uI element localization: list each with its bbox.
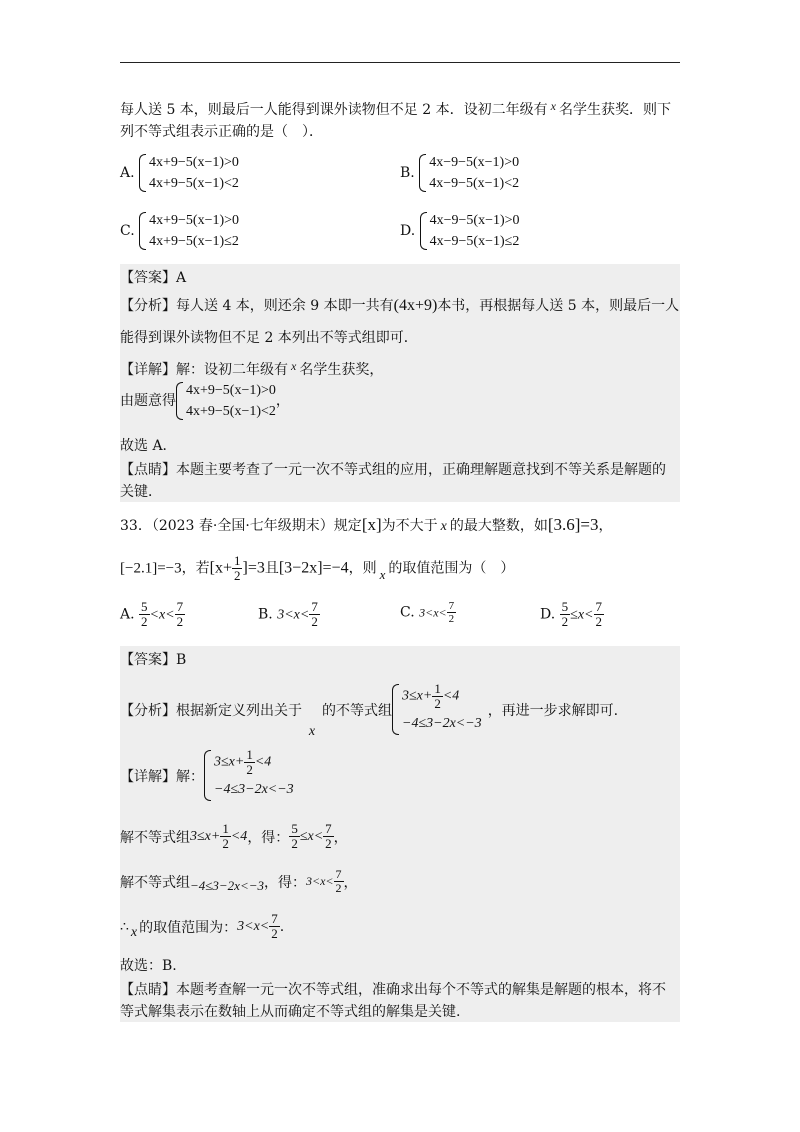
q33-stem-line2: [120, 554, 514, 583]
q33-source: （2023 春·全国·七年级期末）规定: [151, 518, 362, 534]
q32-option-a-label: A.: [120, 165, 135, 181]
q32-option-a-row2: 4x+9−5(x−1)<2: [149, 176, 239, 191]
q32-option-a[interactable]: [120, 152, 239, 194]
q33-range-text: 的取值范围为（ ）: [388, 560, 515, 577]
q33-analysis-row2: −4≤3−2x<−3: [402, 716, 482, 731]
q33-therefore-res: 3<x<: [237, 918, 270, 934]
q33-def-c: 的最大整数，如: [449, 518, 548, 534]
q33-then-text: ，则: [348, 560, 377, 577]
q33-solve1-ineq-left: 3≤x+: [190, 828, 221, 844]
q33-analysis-row1: [402, 682, 482, 711]
q33-num: 33．: [120, 518, 152, 534]
q32-option-d-label: D.: [400, 223, 416, 239]
q33-def-b: 为不大于: [381, 518, 438, 534]
q32-analysis-line2: 能得到课外读物但不足 2 本列出不等式组即可．: [120, 330, 418, 346]
q33-option-d-lnum: 5: [561, 599, 569, 614]
q32-option-c-system: [139, 210, 239, 252]
q33-comment-line1: 【点睛】本题考查解一元一次不等式组，准确求出每个不等式的解集是解题的根本，将不: [120, 982, 666, 998]
q33-therefore-den: 2: [271, 926, 278, 941]
q33-analysis-row1-num: 1: [434, 681, 441, 696]
q32-comment-line1: 【点睛】本题主要考查了一元一次不等式组的应用，正确理解题意找到不等关系是解题的: [120, 462, 666, 478]
q32-option-c-row2: 4x+9−5(x−1)≤2: [149, 234, 239, 249]
q33-option-d-rden: 2: [595, 614, 602, 629]
q32-stem-var: x: [550, 99, 556, 113]
q32-detail-var: x: [291, 359, 297, 373]
q33-option-b-label: B.: [258, 606, 273, 623]
q32-solution-panel: [120, 264, 680, 502]
q32-comment-line2: 关键．: [120, 484, 162, 500]
q33-solve2-den: 2: [335, 881, 342, 895]
q33-detail-row2: −4≤3−2x<−3: [214, 782, 294, 797]
q32-option-b-system: [419, 152, 519, 194]
q33-option-d-rfrac: [594, 600, 605, 629]
q32-answer: 【答案】A: [120, 270, 187, 286]
q33-solve2-num: 7: [335, 867, 342, 881]
q33-option-b-rnum: 7: [311, 599, 318, 614]
q33-solve1-mid: ≤x<: [299, 828, 324, 844]
q33-option-c-label: C.: [400, 604, 415, 621]
q33-option-c-rnum: 7: [448, 600, 455, 612]
q33-option-d-lden: 2: [561, 614, 569, 629]
q32-option-c-row1: 4x+9−5(x−1)>0: [149, 213, 240, 228]
q33-solve1-a: 解不等式组: [120, 829, 190, 846]
q33-solve1-b: ，得：: [247, 829, 290, 846]
q33-solve1-rnum: 7: [325, 821, 332, 836]
q33-option-a-rfrac: [175, 600, 186, 629]
q32-analysis-a: 【分析】每人送 4 本，则还余 9 本即一共有: [120, 298, 394, 314]
q33-analysis-system: [392, 682, 482, 737]
q32-option-a-row1: 4x+9−5(x−1)>0: [149, 155, 239, 170]
q32-option-d[interactable]: [400, 210, 520, 252]
q33-option-a-lnum: 5: [141, 599, 148, 614]
q33-analysis-a: 【分析】根据新定义列出关于: [120, 702, 302, 719]
q33-solve2-b: ，得：: [264, 874, 306, 891]
q33-detail-row1: [214, 748, 294, 777]
q33-option-a-mid: <x<: [149, 607, 175, 623]
q33-solve1-lden: 2: [291, 836, 298, 851]
q32-option-d-row1: 4x−9−5(x−1)>0: [429, 213, 520, 228]
q33-solve1-ineq-num: 1: [222, 821, 229, 836]
q33-option-c-rfrac: [447, 600, 457, 625]
q33-analysis-row1-den: 2: [434, 696, 441, 711]
q33-therefore-b: 的取值范围为：: [139, 919, 238, 936]
q33-analysis-var: x: [308, 723, 316, 739]
q33-analysis-row1-left: 3≤x+: [402, 688, 433, 704]
q33-solve2-ineq: −4≤3−2x<−3: [190, 877, 264, 893]
q33-option-c-rden: 2: [448, 613, 455, 625]
q33-solve1-rden: 2: [325, 836, 332, 851]
q33-therefore-tail: .: [279, 918, 285, 935]
q33-option-c[interactable]: [400, 600, 456, 625]
q33-option-b-rfrac: [309, 600, 320, 629]
q33-solve1-lnum: 5: [291, 821, 298, 836]
q32-stem-line1-end: 名学生获奖．则下: [558, 102, 671, 118]
q33-detail-row1-frac: [244, 748, 255, 777]
q33-option-d-mid: ≤x<: [570, 607, 594, 623]
q33-analysis-c: ，再进一步求解即可.: [487, 702, 619, 719]
q33-choose: 故选：B.: [120, 958, 177, 974]
q33-if-text: ，若: [181, 560, 210, 577]
q33-option-a-lden: 2: [141, 614, 148, 629]
q33-def-floor: [x]: [361, 515, 382, 534]
q32-option-c[interactable]: [120, 210, 239, 252]
q33-option-a-rnum: 7: [176, 599, 184, 614]
q32-option-d-system: [420, 210, 520, 252]
q33-then-var: x: [379, 566, 386, 582]
q33-stem-line1: [120, 514, 613, 538]
q33-option-d[interactable]: [540, 600, 604, 629]
q33-solution-panel: [120, 646, 680, 1022]
q33-detail-row1-left: 3≤x+: [214, 754, 245, 770]
q33-option-c-left: 3<x<: [419, 605, 447, 620]
q32-derive: 由题意得: [120, 393, 176, 409]
q32-derive-row2: 4x+9−5(x−1)<2: [186, 404, 276, 419]
q33-option-b-left: 3<x<: [277, 607, 310, 623]
q32-option-a-system: [139, 152, 239, 194]
q33-therefore-var: x: [130, 924, 138, 940]
q33-option-d-label: D.: [540, 606, 556, 623]
q33-analysis-row1-right: <4: [442, 688, 460, 704]
q33-option-d-rnum: 7: [595, 599, 602, 614]
q33-option-d-lfrac: [560, 600, 571, 629]
q32-stem-line1: 每人送 5 本，则最后一人能得到课外读物但不足 2 本．设初二年级有: [120, 102, 548, 118]
q32-analysis-b: 本书，再根据每人送 5 本，则最后一人: [437, 298, 680, 314]
q32-stem-line2: 列不等式组表示正确的是（ ）．: [120, 124, 323, 140]
q33-detail: 【详解】解：: [120, 768, 204, 785]
q33-and-text: 且: [264, 560, 279, 577]
q33-cond1-half-den: 2: [233, 568, 241, 583]
q33-option-b-rden: 2: [311, 614, 318, 629]
q33-solve2-tail: ，: [343, 874, 358, 891]
q33-option-a-rden: 2: [176, 614, 184, 629]
q33-detail-row1-den: 2: [246, 762, 253, 777]
q33-cond1-half-num: 1: [233, 553, 241, 568]
q33-example1: [3.6]=3: [547, 515, 599, 534]
q32-option-c-label: C.: [120, 223, 135, 239]
q33-answer: 【答案】B: [120, 652, 187, 668]
q32-option-b[interactable]: [400, 152, 519, 194]
q33-option-a-lfrac: [139, 600, 150, 629]
q33-solve2-a: 解不等式组: [120, 874, 190, 891]
q33-solve2-res: 3<x<: [306, 874, 334, 888]
q32-derive-system: [176, 380, 276, 422]
q33-detail-row1-right: <4: [254, 754, 272, 770]
q33-option-b[interactable]: [258, 600, 320, 629]
q33-example1-tail: ，: [598, 518, 613, 534]
q33-solve1-rfrac: [323, 822, 334, 851]
q33-option-a[interactable]: [120, 600, 185, 629]
q33-solve1-tail: ，: [333, 829, 348, 846]
q33-comment-line2: 等式解集表示在数轴上从而确定不等式组的解集是关键.: [120, 1004, 461, 1020]
q33-detail-row1-num: 1: [246, 747, 253, 762]
q33-solve2-frac: [334, 868, 344, 895]
q33-therefore: ∴: [120, 918, 129, 935]
q32-analysis-expr: (4x+9): [393, 297, 438, 314]
q32-detail-b: 名学生获奖，: [299, 362, 384, 378]
header-rule: [120, 62, 680, 63]
q32-option-b-label: B.: [400, 165, 415, 181]
q33-example2: [−2.1]=−3: [120, 560, 182, 577]
q32-option-d-row2: 4x−9−5(x−1)≤2: [429, 234, 520, 249]
q33-detail-system: [204, 748, 294, 803]
q32-option-b-row2: 4x−9−5(x−1)<2: [429, 176, 520, 191]
q33-solve1-ineq-right: <4: [230, 828, 248, 844]
q33-cond1-right: ]=3: [242, 559, 265, 577]
q32-choose: 故选 A．: [120, 438, 177, 454]
q32-detail-a: 【详解】解：设初二年级有: [120, 362, 288, 378]
q33-solve1-lfrac: [289, 822, 300, 851]
q33-analysis-b: 的不等式组: [322, 702, 392, 719]
q33-solve1-ineq-frac: [220, 822, 231, 851]
q33-cond2: [3−2x]=−4: [278, 559, 349, 577]
q32-option-b-row1: 4x−9−5(x−1)>0: [429, 155, 520, 170]
q33-therefore-num: 7: [271, 911, 278, 926]
q33-analysis-row1-frac: [432, 682, 443, 711]
q33-cond1-left: [x+: [209, 559, 232, 577]
q32-derive-tail: ，: [275, 393, 290, 409]
q33-option-a-label: A.: [120, 606, 135, 623]
q33-solve1-ineq-den: 2: [222, 836, 229, 851]
q33-def-var: x: [440, 519, 447, 534]
q32-derive-row1: 4x+9−5(x−1)>0: [186, 383, 276, 398]
q33-cond1-half: [232, 554, 243, 583]
q33-therefore-frac: [269, 912, 280, 941]
